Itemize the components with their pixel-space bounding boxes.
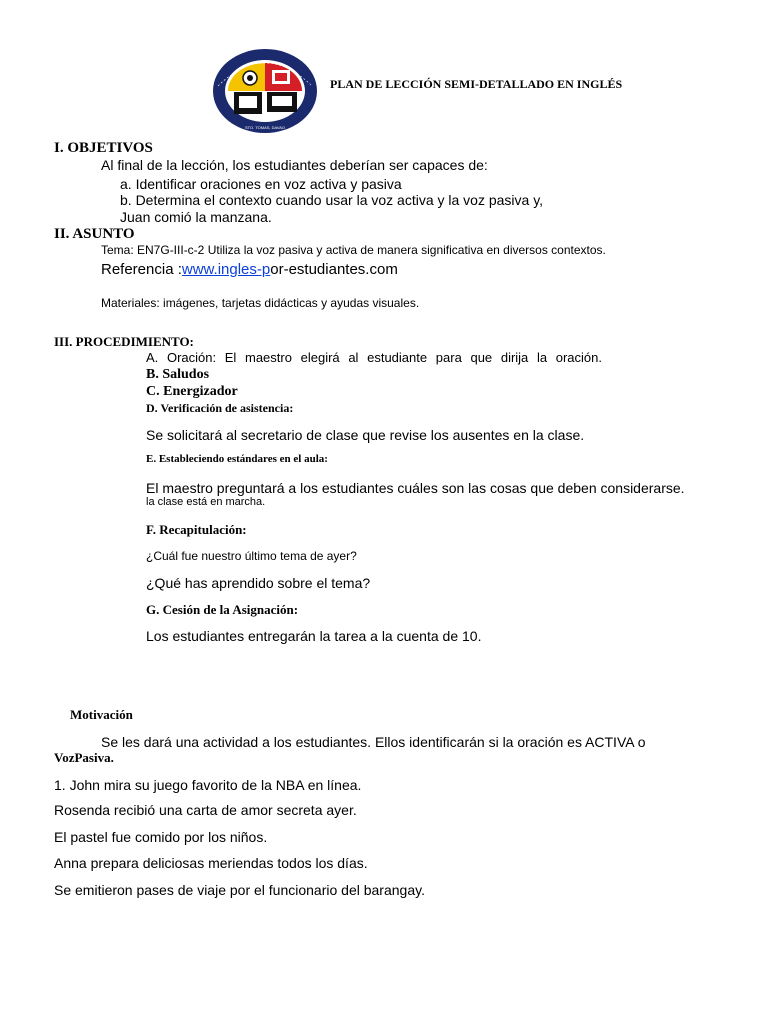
objetivos-heading: I. OBJETIVOS <box>54 140 153 156</box>
referencia-link[interactable]: www.ingles-p <box>181 261 271 278</box>
motivacion-item: Se emitieron pases de viaje por el funcionario del barangay. <box>54 882 425 898</box>
procedimiento-e: E. Estableciendo estándares en el aula: <box>146 453 328 465</box>
motivacion-item: Rosenda recibió una carta de amor secreta ayer. <box>54 802 357 818</box>
asunto-referencia <box>101 261 398 278</box>
objetivo-c: Juan comió la manzana. <box>120 209 272 225</box>
motivacion-text-bold: VozPasiva. <box>54 750 114 765</box>
motivacion-item: 1. John mira su juego favorito de la NBA en línea. <box>54 777 362 793</box>
motivacion-item: Anna prepara deliciosas meriendas todos los días. <box>54 855 368 871</box>
procedimiento-e-text2: la clase está en marcha. <box>146 496 266 508</box>
document-title: PLAN DE LECCIÓN SEMI-DETALLADO EN INGLÉS <box>330 77 623 91</box>
procedimiento-g: G. Cesión de la Asignación: <box>146 602 299 617</box>
procedimiento-f: F. Recapitulación: <box>146 522 247 537</box>
procedimiento-e-text: El maestro preguntará a los estudiantes cuáles son las cosas que deben considerarse. <box>146 480 685 496</box>
recapitulacion-pregunta-2: ¿Qué has aprendido sobre el tema? <box>146 575 371 591</box>
asunto-materiales: Materiales: imágenes, tarjetas didácticas y ayudas visuales. <box>101 296 420 310</box>
asunto-tema: Tema: EN7G-III-c-2 Utiliza la voz pasiva y activa de manera significativa en diversos contextos. <box>101 243 606 257</box>
procedimiento-a: A. Oración: El maestro elegirá al estudiante para que dirija la oración. <box>146 350 602 365</box>
procedimiento-b: B. Saludos <box>146 367 210 382</box>
procedimiento-heading: III. PROCEDIMIENTO: <box>54 334 194 349</box>
referencia-label: Referencia : <box>101 261 182 278</box>
objetivo-a: a. Identificar oraciones en voz activa y pasiva <box>120 176 402 192</box>
recapitulacion-pregunta-1: ¿Cuál fue nuestro último tema de ayer? <box>146 549 357 563</box>
procedimiento-g-text: Los estudiantes entregarán la tarea a la cuenta de 10. <box>146 628 482 644</box>
college-seal-logo <box>212 48 318 134</box>
objetivos-intro: Al final de la lección, los estudiantes deberían ser capaces de: <box>101 157 488 173</box>
referencia-link-rest: or-estudiantes.com <box>270 261 398 278</box>
objetivo-b: b. Determina el contexto cuando usar la voz activa y la voz pasiva y, <box>120 192 544 208</box>
procedimiento-c: C. Energizador <box>146 384 238 399</box>
asunto-heading: II. ASUNTO <box>54 226 135 242</box>
motivacion-heading: Motivación <box>70 707 133 722</box>
seal-sub-text: STO. TOMAS, DAVAO <box>244 125 286 130</box>
motivacion-item: El pastel fue comido por los niños. <box>54 829 268 845</box>
procedimiento-d-text: Se solicitará al secretario de clase que revise los ausentes en la clase. <box>146 427 585 443</box>
procedimiento-d: D. Verificación de asistencia: <box>146 401 294 415</box>
motivacion-text: Se les dará una actividad a los estudiantes. Ellos identificarán si la oración es ACTIVA o <box>101 734 646 750</box>
